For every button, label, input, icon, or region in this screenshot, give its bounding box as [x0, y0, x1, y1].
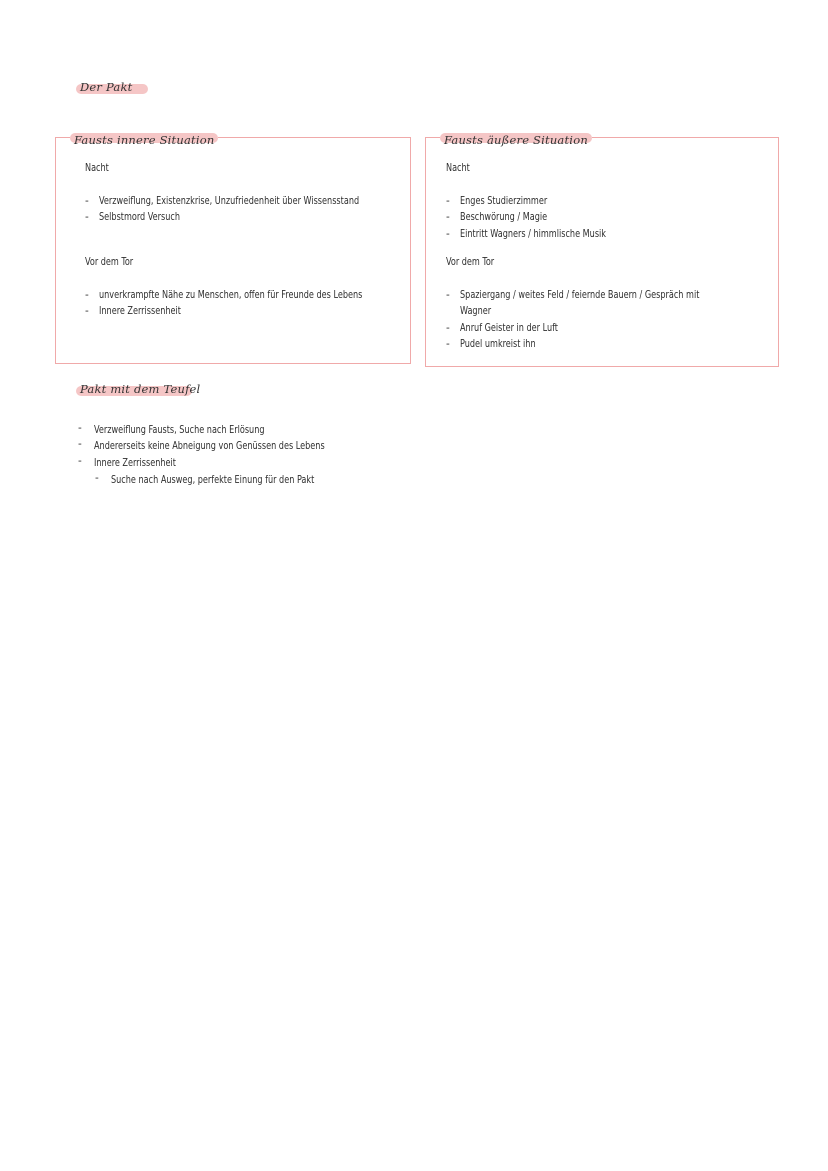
- outer-section-heading: Nacht: [446, 162, 470, 174]
- outer-situation-box: [425, 133, 779, 367]
- sub-list-item: Suche nach Ausweg, perfekte Einung für den Pakt: [111, 474, 315, 486]
- bullet-dash: -: [446, 338, 450, 350]
- list-item: Spaziergang / weites Feld / feiernde Bauern / Gespräch mit: [460, 289, 700, 301]
- list-item-continuation: Wagner: [460, 305, 492, 317]
- bullet-dash: -: [85, 289, 89, 301]
- bullet-dash: -: [446, 211, 450, 223]
- outer-section-heading: Vor dem Tor: [446, 256, 495, 268]
- inner-section-heading: Vor dem Tor: [85, 256, 134, 268]
- bullet-dash: -: [78, 455, 82, 467]
- page-title: Der Pakt: [80, 80, 133, 94]
- outer-box-title-wrap: [440, 129, 592, 148]
- outer-box-title: Fausts äußere Situation: [444, 133, 588, 147]
- list-item: Innere Zerrissenheit: [99, 305, 181, 317]
- list-item: Pudel umkreist ihn: [460, 338, 536, 350]
- pact-title: Pakt mit dem Teufel: [80, 382, 201, 396]
- inner-box-title: Fausts innere Situation: [74, 133, 215, 147]
- list-item: Beschwörung / Magie: [460, 211, 548, 223]
- list-item: Verzweiflung, Existenzkrise, Unzufriedenheit über Wissensstand: [99, 195, 360, 207]
- bullet-dash: -: [446, 322, 450, 334]
- list-item: Verzweiflung Fausts, Suche nach Erlösung: [94, 424, 265, 436]
- list-item: Anruf Geister in der Luft: [460, 322, 558, 334]
- list-item: Innere Zerrissenheit: [94, 457, 176, 469]
- bullet-dash: -: [95, 472, 99, 484]
- inner-box-title-wrap: [70, 129, 218, 148]
- list-item: Andererseits keine Abneigung von Genüssen des Lebens: [94, 440, 325, 452]
- list-item: Enges Studierzimmer: [460, 195, 548, 207]
- inner-section-heading: Nacht: [85, 162, 109, 174]
- inner-situation-box: [55, 133, 411, 364]
- list-item: Eintritt Wagners / himmlische Musik: [460, 228, 607, 240]
- bullet-dash: -: [446, 195, 450, 207]
- list-item: Selbstmord Versuch: [99, 211, 180, 223]
- bullet-dash: -: [446, 289, 450, 301]
- list-item: unverkrampfte Nähe zu Menschen, offen für Freunde des Lebens: [99, 289, 363, 301]
- bullet-dash: -: [78, 422, 82, 434]
- bullet-dash: -: [85, 211, 89, 223]
- bullet-dash: -: [85, 305, 89, 317]
- bullet-dash: -: [85, 195, 89, 207]
- bullet-dash: -: [446, 228, 450, 240]
- bullet-dash: -: [78, 438, 82, 450]
